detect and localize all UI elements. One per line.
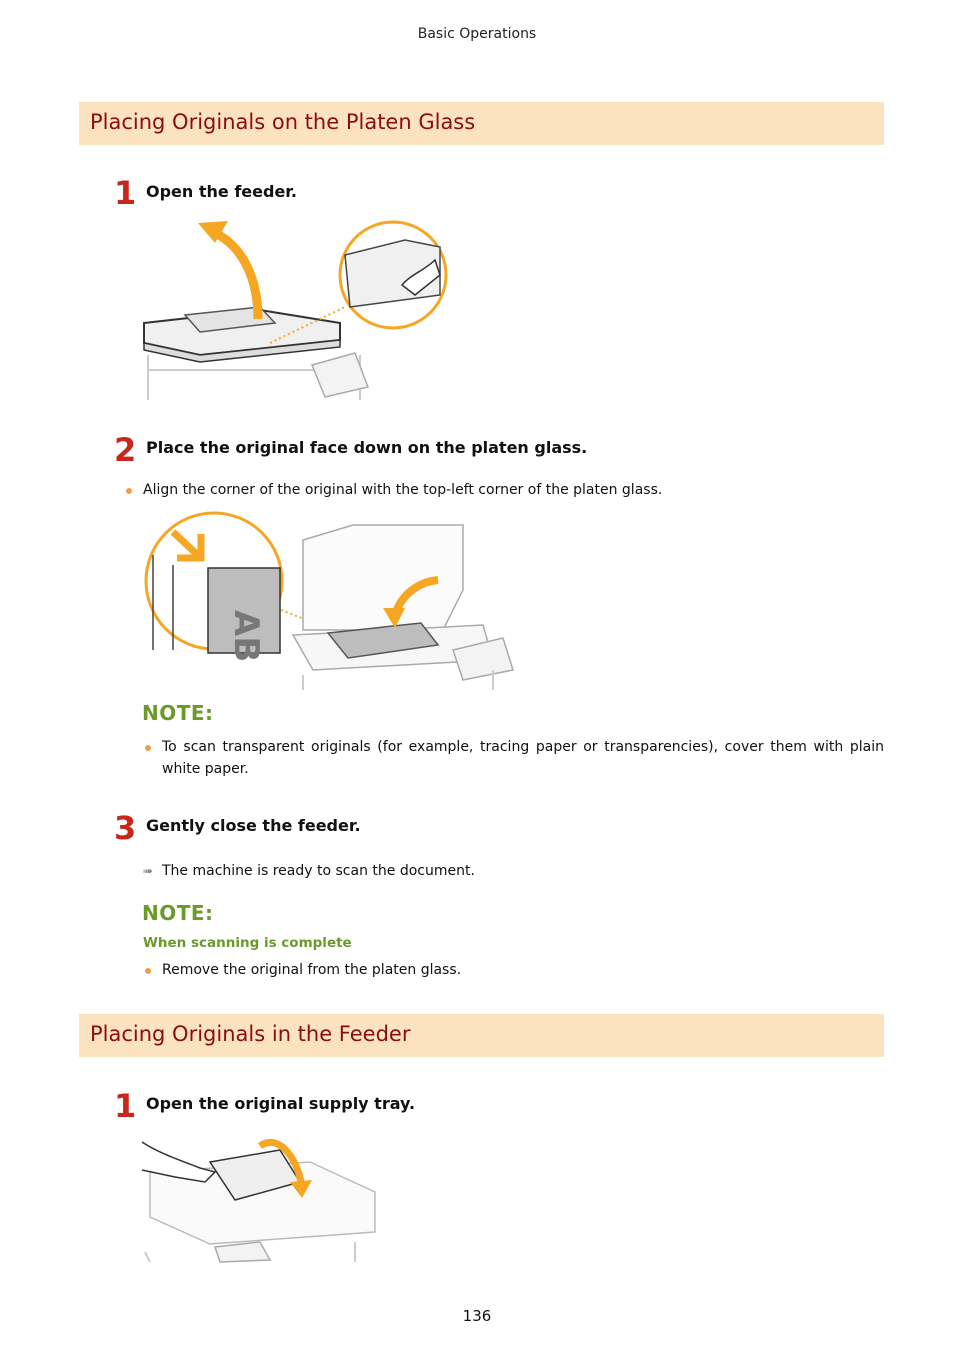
svg-text:AB: AB — [226, 610, 266, 663]
step-number: 3 — [114, 809, 137, 847]
section-heading-platen-glass — [79, 102, 884, 145]
bullet-dot — [145, 968, 151, 974]
step-text: Open the feeder. — [146, 182, 297, 201]
step-text: Open the original supply tray. — [146, 1094, 416, 1113]
platen-glass-illustration — [143, 510, 523, 690]
note-heading: NOTE: — [142, 901, 214, 925]
note-bullet-text: To scan transparent originals (for example, tracing paper or transparencies), cover them with plain white paper. — [162, 739, 884, 777]
section-heading-feeder — [79, 1014, 884, 1057]
result-text: The machine is ready to scan the document. — [162, 863, 475, 879]
supply-tray-illustration — [140, 1132, 390, 1262]
note-bullet-text: Remove the original from the platen glass. — [162, 962, 462, 978]
note-subheading: When scanning is complete — [143, 935, 352, 951]
step-text: Place the original face down on the platen glass. — [146, 438, 588, 457]
step-number: 1 — [114, 1087, 137, 1125]
open-feeder-illustration — [140, 215, 460, 400]
result-arrow-icon: ➠ — [143, 864, 154, 878]
running-header: Basic Operations — [417, 26, 537, 42]
section-title: Placing Originals in the Feeder — [90, 1022, 411, 1046]
section-title: Placing Originals on the Platen Glass — [90, 110, 476, 134]
note-heading: NOTE: — [142, 701, 214, 725]
step-number: 1 — [114, 174, 137, 212]
page-number: 136 — [462, 1307, 492, 1325]
step-text: Gently close the feeder. — [146, 816, 361, 835]
bullet-dot — [126, 488, 132, 494]
bullet-text: Align the corner of the original with the top-left corner of the platen glass. — [143, 482, 663, 498]
step-number: 2 — [114, 431, 137, 469]
bullet-dot — [145, 745, 151, 751]
